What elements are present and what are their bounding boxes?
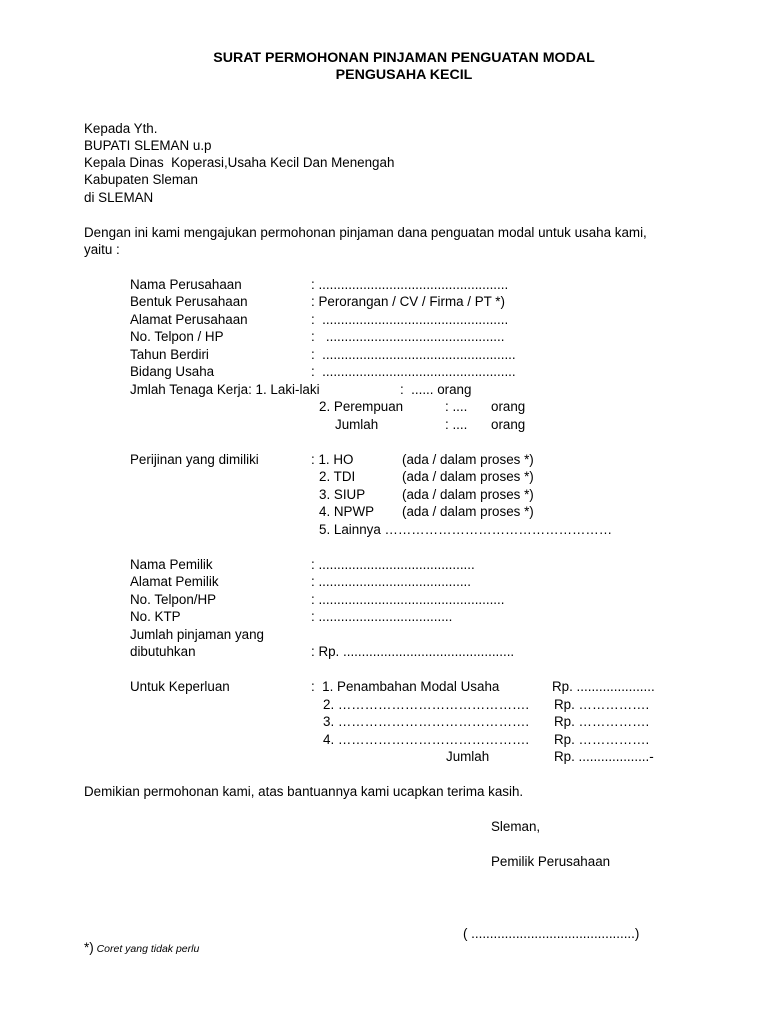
title-line-2: PENGUSAHA KECIL xyxy=(335,67,473,83)
company-address-label: Alamat Perusahaan xyxy=(130,312,248,327)
closing-sentence: Demikian permohonan kami, atas bantuannya kami ucapkan terima kasih. xyxy=(84,784,524,799)
permit-npwp-status: (ada / dalam proses *) xyxy=(402,504,534,519)
purpose-item-1: : 1. Penambahan Modal Usaha xyxy=(311,679,500,694)
owner-address-field: : ......................................... xyxy=(311,574,471,589)
permit-tdi: 2. TDI xyxy=(319,469,356,484)
permit-npwp: 4. NPWP xyxy=(319,504,375,519)
owner-name-label: Nama Pemilik xyxy=(130,557,213,572)
workforce-label: Jmlah Tenaga Kerja: 1. Laki-laki xyxy=(130,382,320,397)
company-field-label: Bidang Usaha xyxy=(130,364,215,379)
purpose-total-amount: Rp. ...................- xyxy=(554,749,654,764)
loan-amount-field: : Rp. .............................................. xyxy=(311,644,515,659)
workforce-total-field: : .... xyxy=(445,417,468,432)
company-type-field: : Perorangan / CV / Firma / PT *) xyxy=(311,294,505,309)
signature-place: Sleman, xyxy=(491,819,541,834)
owner-phone-label: No. Telpon/HP xyxy=(130,592,217,607)
owner-name-field: : .......................................... xyxy=(311,557,475,572)
purpose-item-4-amount: Rp. ……………. xyxy=(554,732,650,747)
signature-role: Pemilik Perusahaan xyxy=(491,854,611,869)
company-name-label: Nama Perusahaan xyxy=(130,277,242,292)
company-address-field: : .................................................. xyxy=(311,312,509,327)
workforce-female-field: : .... xyxy=(445,399,468,414)
loan-amount-label-2: dibutuhkan xyxy=(130,644,196,659)
footnote-marker: *) xyxy=(84,940,94,955)
addressee-line-5: di SLEMAN xyxy=(84,190,154,205)
owner-ktp-field: : .................................... xyxy=(311,609,453,624)
purpose-item-2-amount: Rp. ……………. xyxy=(554,697,650,712)
company-phone-label: No. Telpon / HP xyxy=(130,329,224,344)
company-type-label: Bentuk Perusahaan xyxy=(130,294,248,309)
title-line-1: SURAT PERMOHONAN PINJAMAN PENGUATAN MODAL xyxy=(213,50,595,66)
permit-siup: 3. SIUP xyxy=(319,487,366,502)
permit-siup-status: (ada / dalam proses *) xyxy=(402,487,534,502)
company-year-label: Tahun Berdiri xyxy=(130,347,209,362)
addressee-line-3: Kepala Dinas Koperasi,Usaha Kecil Dan Menengah xyxy=(84,155,395,170)
owner-ktp-label: No. KTP xyxy=(130,609,181,624)
company-field-field: : .................................................... xyxy=(311,364,516,379)
addressee-line-4: Kabupaten Sleman xyxy=(84,172,198,187)
footnote-text: Coret yang tidak perlu xyxy=(93,943,200,955)
purpose-label: Untuk Keperluan xyxy=(130,679,230,694)
intro-line-1: Dengan ini kami mengajukan permohonan pinjaman dana penguatan modal untuk usaha kami, xyxy=(84,225,647,240)
workforce-female-unit: orang xyxy=(491,399,526,414)
permit-other: 5. Lainnya …………………………………………… xyxy=(319,522,613,537)
purpose-item-3: 3. ……………………………………. xyxy=(323,714,530,729)
permit-ho: : 1. HO xyxy=(311,452,354,467)
purpose-item-1-amount: Rp. ..................... xyxy=(552,679,655,694)
company-year-field: : .................................................... xyxy=(311,347,516,362)
footnote xyxy=(84,939,199,959)
owner-address-label: Alamat Pemilik xyxy=(130,574,219,589)
permit-tdi-status: (ada / dalam proses *) xyxy=(402,469,534,484)
workforce-female-label: 2. Perempuan xyxy=(319,399,404,414)
owner-phone-field: : .................................................. xyxy=(311,592,505,607)
loan-amount-label-1: Jumlah pinjaman yang xyxy=(130,627,264,642)
workforce-male-field: : ...... orang xyxy=(400,382,472,397)
addressee-line-2: BUPATI SLEMAN u.p xyxy=(84,138,212,153)
purpose-item-2: 2. ……………………………………. xyxy=(323,697,530,712)
permit-ho-status: (ada / dalam proses *) xyxy=(402,452,534,467)
intro-line-2: yaitu : xyxy=(84,242,120,257)
company-name-field: : ................................................... xyxy=(311,277,509,292)
workforce-total-unit: orang xyxy=(491,417,526,432)
signature-name-field: ( ............................................) xyxy=(463,926,640,941)
purpose-item-3-amount: Rp. ……………. xyxy=(554,714,650,729)
addressee-line-1: Kepada Yth. xyxy=(84,121,158,136)
permits-label: Perijinan yang dimiliki xyxy=(130,452,259,467)
company-phone-field: : ................................................ xyxy=(311,329,505,344)
purpose-total-label: Jumlah xyxy=(446,749,490,764)
purpose-item-4: 4. ……………………………………. xyxy=(323,732,530,747)
workforce-total-label: Jumlah xyxy=(335,417,379,432)
